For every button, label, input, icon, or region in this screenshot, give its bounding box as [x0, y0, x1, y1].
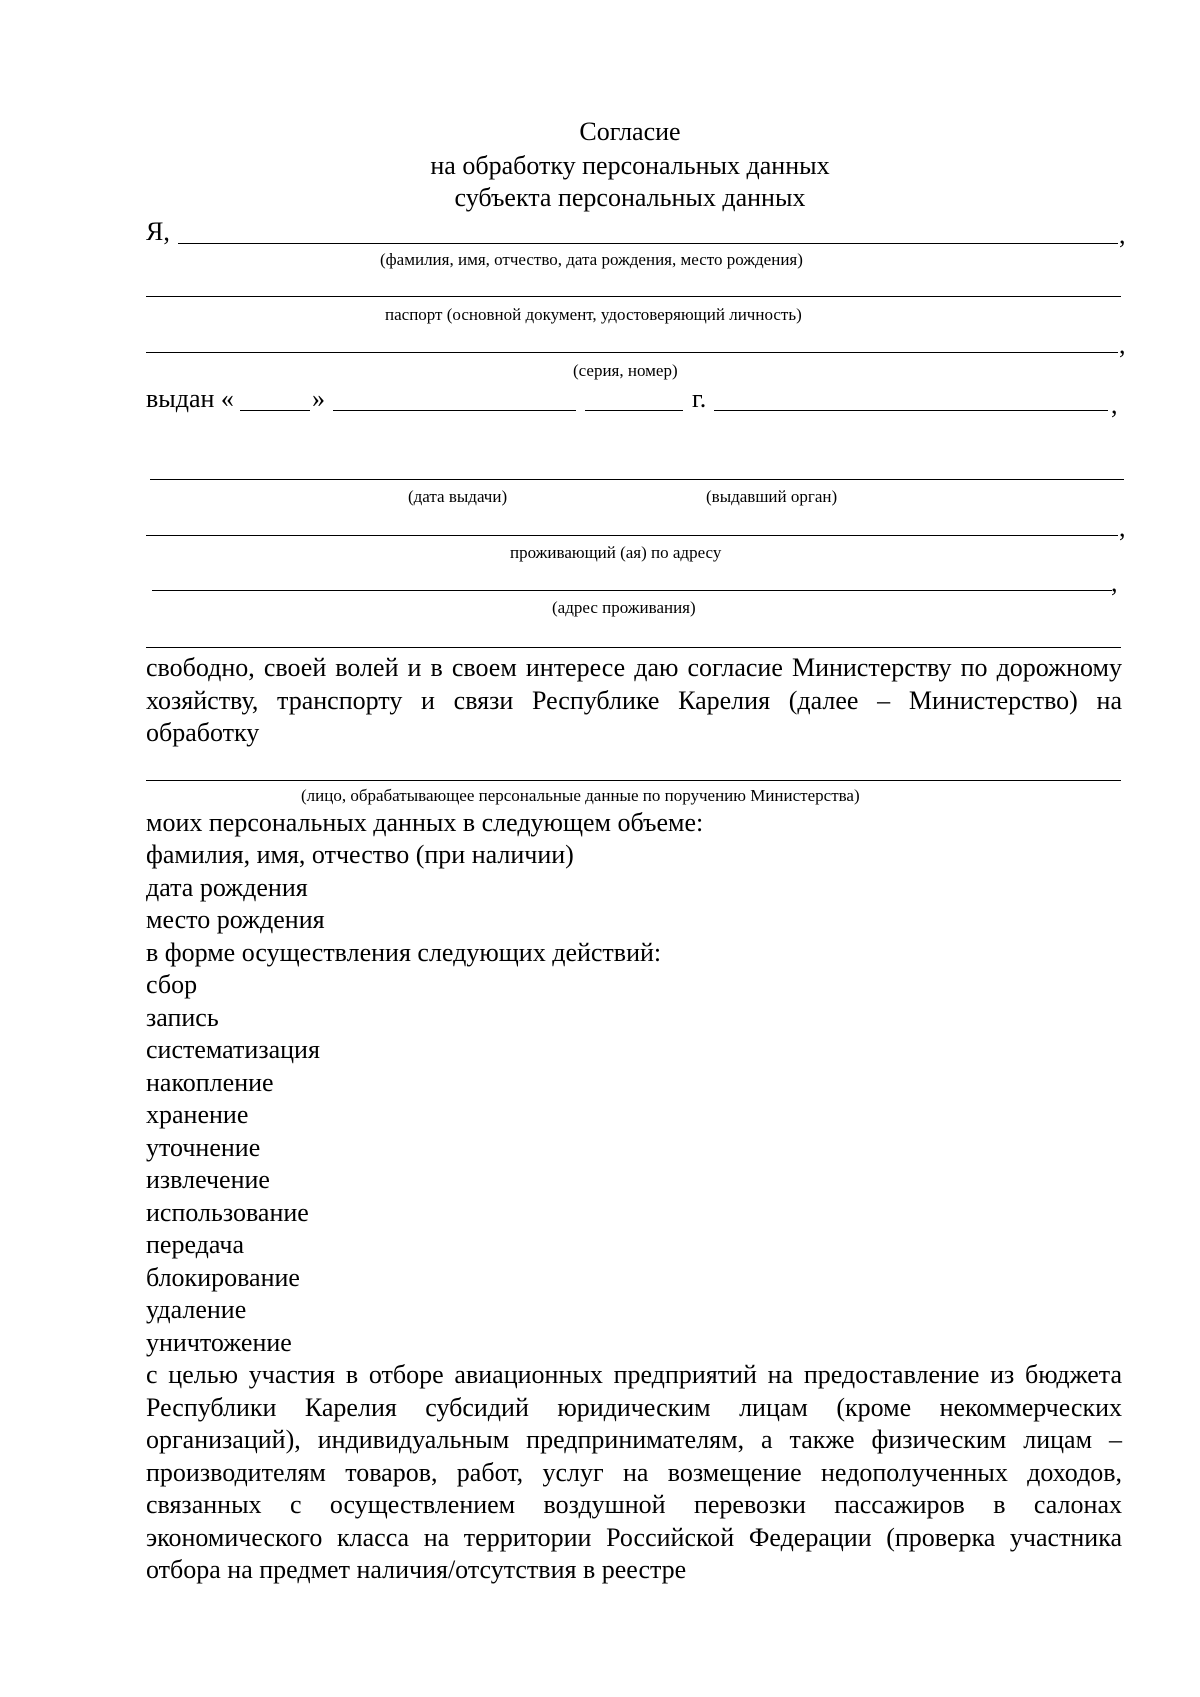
ya-label: Я, [146, 217, 170, 246]
action-item: использование [146, 1197, 309, 1227]
action-item: запись [146, 1002, 219, 1032]
series-caption: (серия, номер) [573, 361, 678, 380]
title-line-2: на обработку персональных данных [430, 151, 830, 180]
issue-day-blank[interactable] [240, 410, 310, 411]
title-line-3: субъекта персональных данных [454, 183, 806, 212]
issuer-blank[interactable] [714, 410, 1108, 411]
issuer-caption: (выдавший орган) [706, 487, 838, 506]
passport-caption: паспорт (основной документ, удостоверяющий личность) [385, 305, 802, 324]
processor-caption: (лицо, обрабатывающее персональные данные по поручению Министерства) [301, 786, 860, 805]
living-blank-line[interactable] [146, 535, 1118, 536]
action-item: сбор [146, 970, 198, 999]
issuer-continuation-blank-line[interactable] [150, 479, 1124, 480]
data-scope-heading: моих персональных данных в следующем объеме: [146, 808, 704, 837]
living-comma: , [1119, 513, 1126, 542]
actions-heading: в форме осуществления следующих действий: [146, 938, 662, 967]
action-item: хранение [146, 1100, 249, 1129]
action-item: уничтожение [146, 1327, 292, 1357]
data-item: место рождения [146, 905, 325, 934]
fio-blank-line[interactable] [178, 243, 1118, 244]
address-blank-line[interactable] [152, 590, 1112, 591]
action-item: удаление [146, 1295, 247, 1324]
title-line-1: Согласие [579, 117, 681, 146]
issue-date-caption: (дата выдачи) [408, 487, 508, 506]
passport-series-blank-line[interactable] [146, 352, 1118, 353]
processor-blank-line[interactable] [146, 780, 1121, 781]
issued-label: выдан « [146, 384, 234, 413]
action-item: систематизация [146, 1035, 320, 1064]
action-item: передача [146, 1230, 244, 1259]
action-item: уточнение [146, 1132, 261, 1162]
address-comma: , [1111, 568, 1118, 597]
year-label: г. [692, 384, 707, 413]
purpose-paragraph: с целью участия в отборе авиационных предприятий на предоставление из бюджета Республики Карелия субсидий юридическим лицам (кроме некоммерческих организаций), индивидуальным предпринимателям, а также физическим лицам – производителям товаров, работ, услуг на возмещение недополученных доходов, связанных с осуществлением воздушной перевозки пассажиров в салонах экономического класса на территории Российской Федерации (проверка участника отбора на предмет наличия/отсутствия в реестре [146, 1360, 1122, 1584]
action-item: извлечение [146, 1165, 270, 1194]
living-caption: проживающий (ая) по адресу [510, 543, 722, 562]
action-item: накопление [146, 1067, 274, 1097]
issue-year-blank[interactable] [585, 410, 683, 411]
consent-paragraph: свободно, своей волей и в своем интересе даю согласие Министерству по дорожному хозяйству, транспорту и связи Республике Карелия (далее – Министерство) на обработку [146, 653, 1122, 747]
actions-list [146, 969, 320, 1359]
data-item: дата рождения [146, 872, 308, 902]
fio-continuation-blank-line[interactable] [146, 296, 1121, 297]
address-caption: (адрес проживания) [552, 598, 696, 617]
data-item: фамилия, имя, отчество (при наличии) [146, 840, 574, 869]
issued-close-quote: » [312, 384, 325, 413]
fio-caption: (фамилия, имя, отчество, дата рождения, место рождения) [380, 250, 803, 269]
series-comma: , [1119, 330, 1126, 359]
data-items-list [146, 839, 574, 937]
address-continuation-blank-line[interactable] [146, 647, 1121, 648]
action-item: блокирование [146, 1262, 300, 1292]
fio-comma: , [1119, 220, 1126, 249]
issued-comma: , [1111, 390, 1118, 419]
issue-month-blank[interactable] [333, 410, 576, 411]
